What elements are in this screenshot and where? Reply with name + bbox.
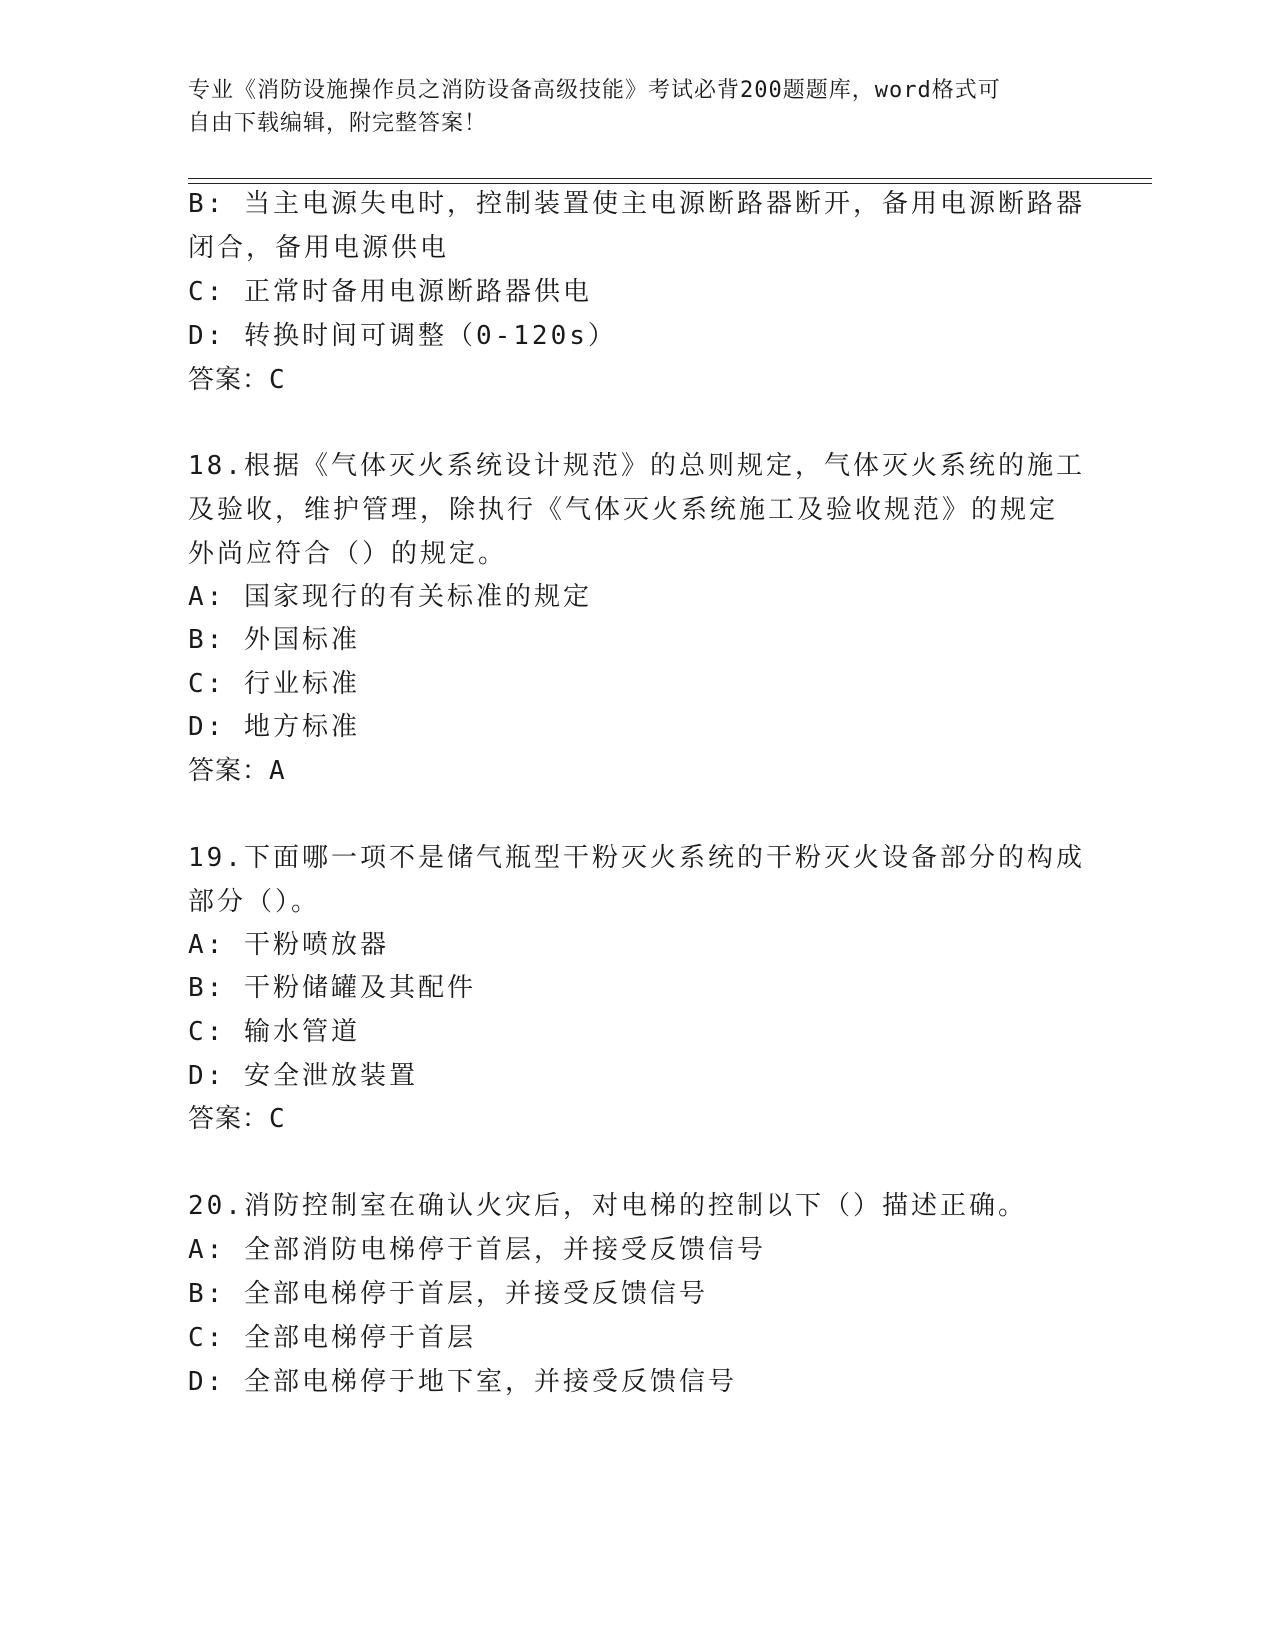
q17-option-b-line-1: B: 当主电源失电时，控制装置使主电源断路器断开，备用电源断路器 xyxy=(188,189,1085,219)
q17-answer: 答案：C xyxy=(188,365,286,395)
q18-answer: 答案：A xyxy=(188,756,286,786)
q19-answer: 答案：C xyxy=(188,1104,286,1134)
q17-option-c: C: 正常时备用电源断路器供电 xyxy=(188,277,592,307)
document-header xyxy=(188,74,1068,140)
q18-option-a: A: 国家现行的有关标准的规定 xyxy=(188,582,592,612)
q20-option-c: C: 全部电梯停于首层 xyxy=(188,1323,476,1353)
q18-stem-line-2: 及验收，维护管理，除执行《气体灭火系统施工及验收规范》的规定 xyxy=(188,495,1059,525)
q19-option-d: D: 安全泄放装置 xyxy=(188,1061,418,1091)
q20-option-a: A: 全部消防电梯停于首层，并接受反馈信号 xyxy=(188,1235,766,1265)
q18-option-c: C: 行业标准 xyxy=(188,669,360,699)
q18-stem-line-3: 外尚应符合（）的规定。 xyxy=(188,539,508,569)
q17-option-b-line-2: 闭合，备用电源供电 xyxy=(188,233,450,263)
q19-stem-line-2: 部分（）。 xyxy=(188,887,321,917)
header-line-1: 专业《消防设施操作员之消防设备高级技能》考试必背200题题库，word格式可 xyxy=(188,78,1001,103)
q17-option-d: D: 转换时间可调整（0-120s） xyxy=(188,321,617,351)
q18-option-b: B: 外国标准 xyxy=(188,625,360,655)
header-line-2: 自由下载编辑，附完整答案！ xyxy=(188,111,488,136)
q19-option-c: C: 输水管道 xyxy=(188,1017,360,1047)
q19-stem-line-1: 19.下面哪一项不是储气瓶型干粉灭火系统的干粉灭火设备部分的构成 xyxy=(188,843,1085,873)
q19-option-b: B: 干粉储罐及其配件 xyxy=(188,973,476,1003)
q19-option-a: A: 干粉喷放器 xyxy=(188,930,389,960)
q20-option-d: D: 全部电梯停于地下室，并接受反馈信号 xyxy=(188,1367,737,1397)
header-divider-bottom xyxy=(188,183,1152,184)
q20-stem-line-1: 20.消防控制室在确认火灾后，对电梯的控制以下（）描述正确。 xyxy=(188,1191,1027,1221)
header-divider-top xyxy=(188,178,1152,179)
q20-option-b: B: 全部电梯停于首层，并接受反馈信号 xyxy=(188,1279,708,1309)
q18-option-d: D: 地方标准 xyxy=(188,712,360,742)
q18-stem-line-1: 18.根据《气体灭火系统设计规范》的总则规定，气体灭火系统的施工 xyxy=(188,451,1085,481)
